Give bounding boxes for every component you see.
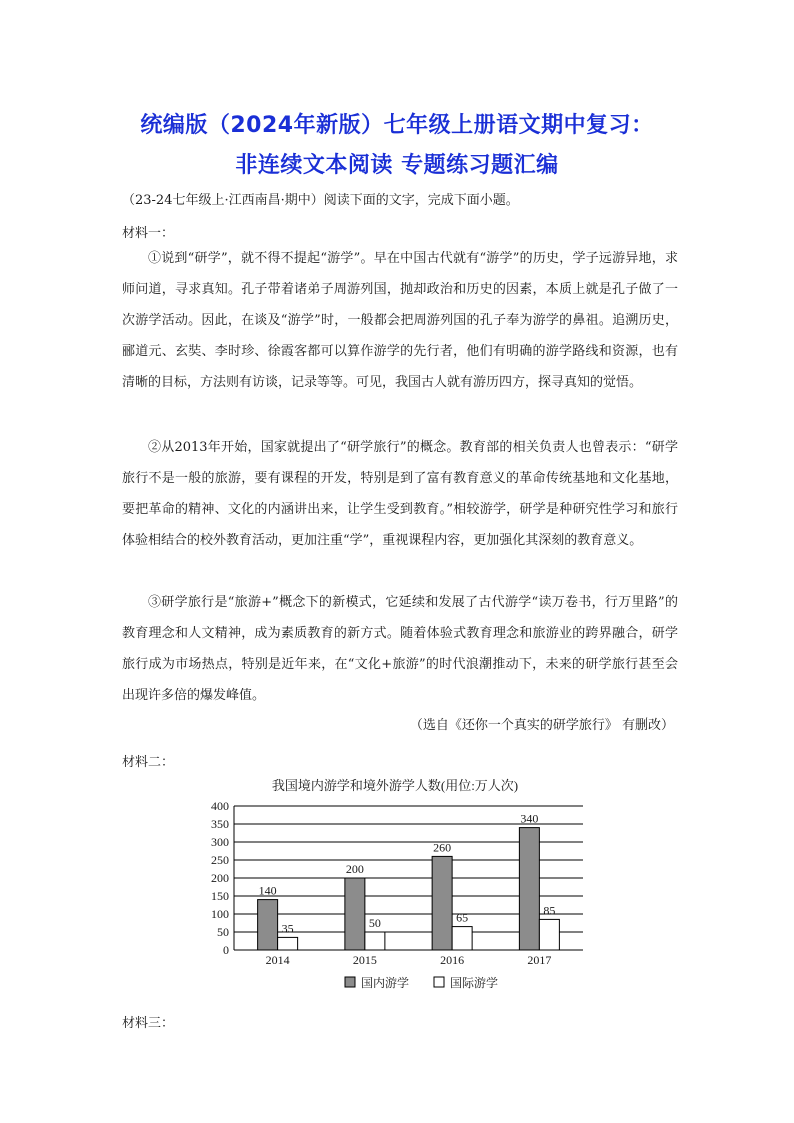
data-label: 35	[281, 921, 294, 936]
data-label: 65	[456, 910, 469, 925]
bar-domestic-2014	[258, 900, 278, 950]
material2-label: 材料二：	[122, 755, 175, 770]
chart-title: 我国境内游学和境外游学人数(用位:万人次)	[271, 778, 519, 793]
y-tick-label: 400	[211, 799, 229, 813]
y-tick-label: 50	[217, 925, 229, 939]
x-tick-label: 2017	[527, 953, 552, 967]
material1-paragraph-3: ③研学旅行是“旅游+”概念下的新模式，它延续和发展了古代游学“读万卷书，行万里路”的教育理念和人文精神，成为素质教育的新方式。随着体验式教育理念和旅游业的跨界融合，研学旅行成为市场热点，特别是近年来，在“文化+旅游”的时代浪潮推动下，未来的研学旅行甚至会出现许多倍的爆发峰值。	[122, 595, 678, 703]
legend-swatch	[345, 977, 355, 987]
legend-label: 国内游学	[361, 976, 410, 990]
data-label: 340	[520, 811, 539, 826]
legend-swatch	[434, 977, 444, 987]
x-tick-label: 2014	[265, 953, 290, 967]
bar-domestic-2017	[519, 828, 539, 950]
material1-paragraph-1: ①说到“研学”，就不得不提起“游学”。早在中国古代就有“游学”的历史，学子远游异地，求师问道，寻求真知。孔子带着诸弟子周游列国，抛却政治和历史的因素，本质上就是孔子做了一次游学活动。因此，在谈及“游学”时，一般都会把周游列国的孔子奉为游学的鼻祖。追溯历史，郦道元、玄奘、李时珍、徐霞客都可以算作游学的先行者，他们有明确的游学路线和资源，也有清晰的目标，方法则有访谈，记录等等。可见，我国古人就有游历四方，探寻真知的觉悟。	[122, 251, 678, 390]
y-tick-label: 200	[211, 871, 229, 885]
legend-label: 国际游学	[450, 976, 499, 990]
y-tick-label: 250	[211, 853, 229, 867]
material1-paragraph-2: ②从2013年开始，国家就提出了“研学旅行”的概念。教育部的相关负责人也曾表示：“研学旅行不是一般的旅游，要有课程的开发，特别是到了富有教育意义的革命传统基地和文化基地，要把革命的精神、文化的内涵讲出来，让学生受到教育。”相较游学，研学是种研究性学习和旅行体验相结合的校外教育活动，更加注重“学”，重视课程内容，更加强化其深刻的教育意义。	[122, 440, 678, 548]
page-title-line2: 非连续文本阅读 专题练习题汇编	[235, 153, 559, 178]
bar-international-2015	[365, 932, 385, 950]
y-tick-label: 150	[211, 889, 229, 903]
x-tick-label: 2016	[440, 953, 465, 967]
x-tick-label: 2015	[352, 953, 377, 967]
y-tick-label: 300	[211, 835, 229, 849]
question-source: （23-24七年级上·江西南昌·期中）阅读下面的文字，完成下面小题。	[122, 193, 519, 208]
y-tick-label: 350	[211, 817, 229, 831]
data-label: 50	[368, 916, 381, 930]
bar-chart	[0, 770, 794, 1010]
bar-international-2016	[452, 927, 472, 950]
bar-international-2014	[278, 937, 298, 950]
bar-international-2017	[539, 919, 559, 950]
material3-label: 材料三：	[122, 1016, 175, 1031]
material1-attribution: （选自《还你一个真实的研学旅行》 有删改）	[409, 718, 674, 733]
data-label: 260	[433, 840, 452, 855]
page-title-line1: 统编版（2024年新版）七年级上册语文期中复习：	[140, 113, 654, 138]
bar-domestic-2016	[432, 856, 452, 950]
data-label: 85	[543, 903, 556, 918]
material1-label: 材料一：	[122, 226, 175, 241]
data-label: 200	[345, 862, 364, 876]
y-tick-label: 100	[211, 907, 229, 921]
y-tick-label: 0	[223, 943, 229, 957]
data-label: 140	[258, 883, 277, 898]
bar-domestic-2015	[345, 878, 365, 950]
